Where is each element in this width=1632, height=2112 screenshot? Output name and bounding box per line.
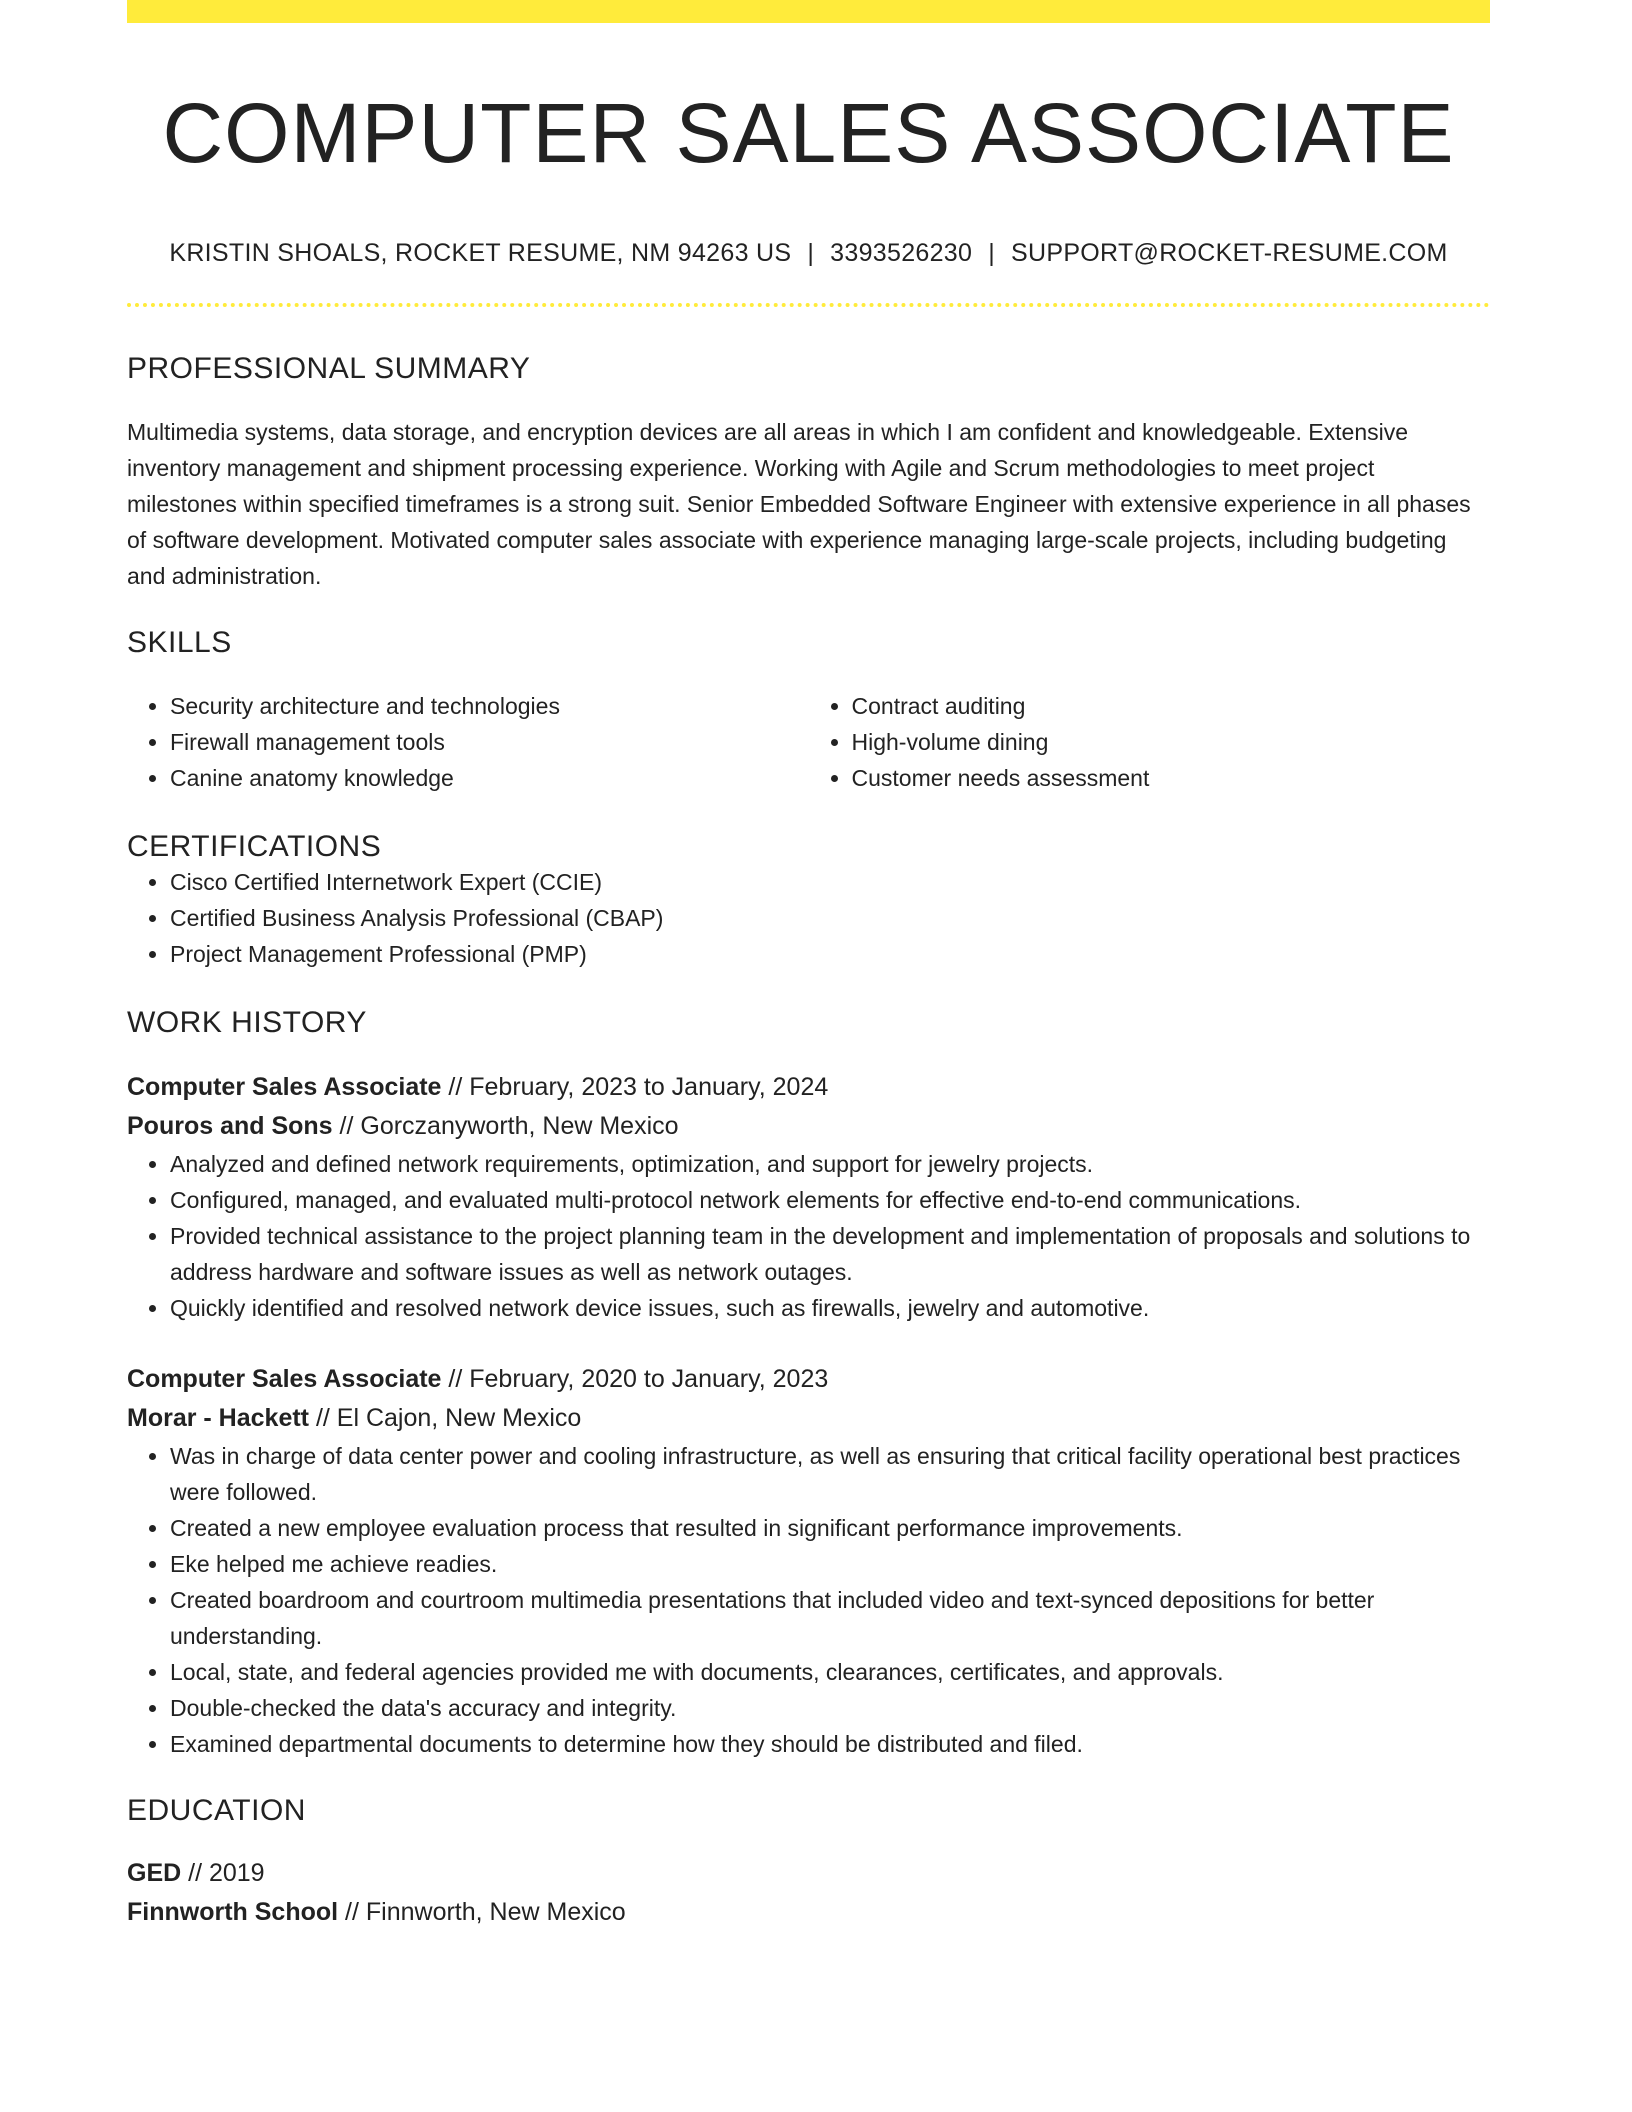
job-location: // El Cajon, New Mexico [309, 1404, 582, 1432]
education-entry [127, 1854, 1490, 1932]
contact-address: KRISTIN SHOALS, ROCKET RESUME, NM 94263 US [169, 239, 792, 267]
education-degree-line [127, 1854, 1490, 1893]
skills-grid [127, 688, 1490, 796]
skill-item: • Firewall management tools [170, 724, 809, 760]
contact-separator: | [988, 239, 996, 267]
job-bullet: • Was in charge of data center power and cooling infrastructure, as well as ensuring that critical facility operational best practices were followed. [170, 1438, 1490, 1510]
job-bullet: • Provided technical assistance to the project planning team in the development and implementation of proposals and solutions to address hardware and software issues as well as network outages. [170, 1218, 1490, 1290]
job-bullet: • Quickly identified and resolved network device issues, such as firewalls, jewelry and automotive. [170, 1290, 1490, 1326]
job-bullet: • Local, state, and federal agencies provided me with documents, clearances, certificates, and approvals. [170, 1654, 1490, 1690]
skills-list-right [809, 688, 1491, 796]
education-location: // Finnworth, New Mexico [338, 1898, 626, 1926]
education-year: // 2019 [181, 1859, 265, 1887]
job-bullet: • Eke helped me achieve readies. [170, 1546, 1490, 1582]
summary-text: Multimedia systems, data storage, and encryption devices are all areas in which I am confident and knowledgeable. Extensive inventory management and shipment processing experience. Working with Agile and Scrum methodologies to meet project milestones within specified timeframes is a strong suit. Senior Embedded Software Engineer with extensive experience in all phases of software development. Motivated computer sales associate with experience managing large-scale projects, including budgeting and administration. [127, 419, 1471, 589]
job-bullets [127, 1438, 1490, 1762]
certifications-heading: CERTIFICATIONS [127, 830, 382, 863]
job-dates: // February, 2023 to January, 2024 [441, 1073, 829, 1101]
job-company: Morar - Hackett [127, 1404, 309, 1432]
dotted-divider [127, 303, 1490, 307]
job-bullets [127, 1146, 1490, 1326]
job-title-line [127, 1068, 1490, 1107]
education-degree: GED [127, 1859, 182, 1887]
resume-title: COMPUTER SALES ASSOCIATE [162, 86, 1455, 180]
job-company-line [127, 1107, 1490, 1146]
job-bullet: • Analyzed and defined network requirements, optimization, and support for jewelry projects. [170, 1146, 1490, 1182]
job-title: Computer Sales Associate [127, 1073, 442, 1101]
education-heading: EDUCATION [127, 1794, 306, 1827]
job-location: // Gorczanyworth, New Mexico [332, 1112, 679, 1140]
certification-item: • Cisco Certified Internetwork Expert (CCIE) [170, 864, 1490, 900]
job-entry [127, 1360, 1490, 1762]
contact-line [127, 239, 1490, 268]
job-bullet: • Created a new employee evaluation process that resulted in significant performance improvements. [170, 1510, 1490, 1546]
education-school: Finnworth School [127, 1898, 339, 1926]
contact-separator: | [807, 239, 815, 267]
job-bullet: • Double-checked the data's accuracy and integrity. [170, 1690, 1490, 1726]
job-title-line [127, 1360, 1490, 1399]
job-company: Pouros and Sons [127, 1112, 333, 1140]
skill-item: • Contract auditing [852, 688, 1491, 724]
resume-content [127, 23, 1490, 1932]
accent-top-bar [127, 0, 1490, 23]
skills-heading: SKILLS [127, 626, 232, 659]
contact-email: SUPPORT@ROCKET-RESUME.COM [1011, 239, 1448, 267]
skill-item: • Canine anatomy knowledge [170, 760, 809, 796]
job-bullet: • Created boardroom and courtroom multimedia presentations that included video and text-synced depositions for better understanding. [170, 1582, 1490, 1654]
skill-item: • Customer needs assessment [852, 760, 1491, 796]
certification-item: • Project Management Professional (PMP) [170, 936, 1490, 972]
summary-heading: PROFESSIONAL SUMMARY [127, 352, 531, 385]
skills-list-left [127, 688, 809, 796]
skill-item: • High-volume dining [852, 724, 1491, 760]
skill-item: • Security architecture and technologies [170, 688, 809, 724]
certification-item: • Certified Business Analysis Professional (CBAP) [170, 900, 1490, 936]
work-history-heading: WORK HISTORY [127, 1006, 367, 1039]
job-company-line [127, 1399, 1490, 1438]
education-school-line [127, 1893, 1490, 1932]
contact-phone: 3393526230 [830, 239, 973, 267]
certifications-list [127, 864, 1490, 972]
job-bullet: • Configured, managed, and evaluated multi-protocol network elements for effective end-to-end communications. [170, 1182, 1490, 1218]
job-entry [127, 1068, 1490, 1326]
job-title: Computer Sales Associate [127, 1365, 442, 1393]
job-bullet: • Examined departmental documents to determine how they should be distributed and filed. [170, 1726, 1490, 1762]
job-dates: // February, 2020 to January, 2023 [441, 1365, 829, 1393]
